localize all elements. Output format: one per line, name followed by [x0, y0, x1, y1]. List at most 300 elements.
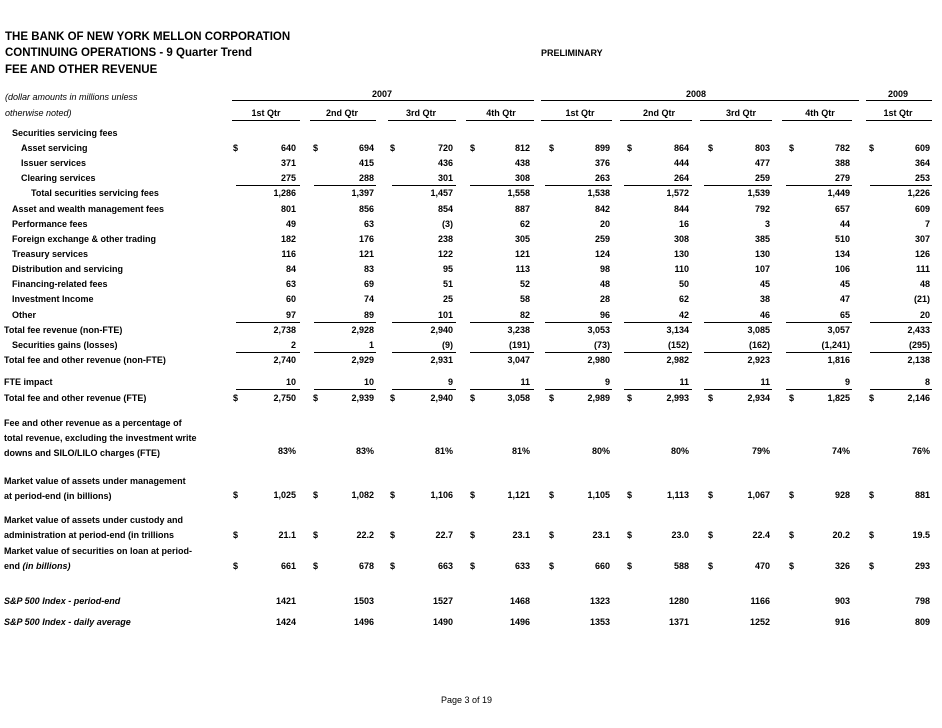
row-label: Foreign exchange & other trading [12, 234, 157, 244]
cell-value: 854 [437, 204, 453, 214]
cell-value: (1,241) [821, 340, 850, 350]
row-label: Financing-related fees [12, 279, 108, 289]
currency-symbol: $ [627, 561, 633, 571]
cell-value: 609 [914, 204, 930, 214]
cell-value: 84 [285, 264, 296, 274]
subtotal-rule [314, 322, 376, 323]
cell-value: 1,572 [666, 188, 689, 198]
currency-symbol: $ [708, 561, 714, 571]
cell-value: 20 [919, 310, 930, 320]
cell-value: 2,433 [907, 325, 930, 335]
cell-value: 58 [519, 294, 530, 304]
cell-value: 792 [754, 204, 770, 214]
cell-value: 3,085 [747, 325, 770, 335]
cell-value: 3,134 [666, 325, 689, 335]
row-label: S&P 500 Index - period-end [4, 596, 121, 606]
currency-symbol: $ [390, 530, 396, 540]
cell-value: 81% [434, 446, 453, 456]
cell-value: 50 [678, 279, 689, 289]
currency-symbol: $ [708, 530, 714, 540]
cell-value: 1,449 [827, 188, 850, 198]
cell-value: 1166 [750, 596, 770, 606]
cell-value: (21) [913, 294, 930, 304]
cell-value: 1496 [353, 617, 374, 627]
row-label [4, 561, 71, 571]
cell-value: 81% [511, 446, 530, 456]
year-2009: 2009 [888, 89, 909, 99]
currency-symbol: $ [869, 530, 875, 540]
subtotal-rule [704, 352, 772, 353]
cell-value: 48 [919, 279, 930, 289]
cell-value: 1280 [668, 596, 689, 606]
cell-value: 259 [754, 173, 770, 183]
row-label: at period-end (in billions) [4, 491, 112, 501]
cell-value: 259 [594, 234, 610, 244]
subtotal-rule [470, 185, 534, 186]
currency-symbol: $ [549, 393, 555, 403]
currency-symbol: $ [789, 530, 795, 540]
cell-value: (295) [908, 340, 930, 350]
cell-value: 83% [277, 446, 296, 456]
row-label: Total fee revenue (non-FTE) [4, 325, 123, 335]
row-label-unit: (in billions) [22, 561, 71, 571]
currency-symbol: $ [313, 530, 319, 540]
cell-value: 28 [599, 294, 610, 304]
cell-value: 2,934 [747, 393, 770, 403]
cell-value: 107 [754, 264, 770, 274]
row-label: Performance fees [12, 219, 88, 229]
cell-value: 46 [759, 310, 770, 320]
cell-value: 388 [834, 158, 850, 168]
cell-value: 1323 [589, 596, 610, 606]
cell-value: 657 [834, 204, 850, 214]
cell-value: 1,457 [430, 188, 453, 198]
subtotal-rule [624, 389, 692, 390]
cell-value: 2,929 [351, 355, 374, 365]
cell-value: 62 [678, 294, 689, 304]
row-label: Asset and wealth management fees [12, 204, 165, 214]
cell-value: (9) [442, 340, 453, 350]
subtotal-rule [236, 389, 300, 390]
cell-value: 110 [674, 264, 689, 274]
cell-value: 2,750 [273, 393, 296, 403]
quarter-header-rule [388, 120, 456, 121]
cell-value: 182 [280, 234, 296, 244]
cell-value: 899 [594, 143, 610, 153]
cell-value: 22.7 [435, 530, 453, 540]
cell-value: 82 [519, 310, 530, 320]
currency-symbol: $ [390, 490, 396, 500]
cell-value: 2,940 [430, 325, 453, 335]
cell-value: 47 [839, 294, 850, 304]
quarter-header: 3rd Qtr [405, 108, 436, 118]
currency-symbol: $ [627, 143, 633, 153]
cell-value: 96 [599, 310, 610, 320]
cell-value: 89 [363, 310, 374, 320]
currency-symbol: $ [313, 490, 319, 500]
cell-value: 279 [834, 173, 850, 183]
cell-value: 385 [754, 234, 770, 244]
row-label: total revenue, excluding the investment write [4, 433, 197, 443]
subtotal-rule [314, 185, 376, 186]
cell-value: 264 [673, 173, 689, 183]
page-number: Page 3 of 19 [441, 695, 493, 705]
cell-value: 38 [759, 294, 770, 304]
currency-symbol: $ [233, 561, 239, 571]
cell-value: 124 [594, 249, 610, 259]
cell-value: 113 [515, 264, 530, 274]
subtotal-rule [870, 322, 932, 323]
subtotal-rule [704, 389, 772, 390]
subtotal-rule [545, 352, 612, 353]
cell-value: 51 [442, 279, 453, 289]
cell-value: 130 [673, 249, 689, 259]
cell-value: 22.2 [356, 530, 374, 540]
cell-value: (3) [442, 219, 453, 229]
cell-value: 371 [280, 158, 296, 168]
cell-value: 308 [514, 173, 530, 183]
cell-value: 864 [673, 143, 689, 153]
currency-symbol: $ [313, 561, 319, 571]
row-label: Total fee and other revenue (non-FTE) [4, 355, 166, 365]
cell-value: 20.2 [832, 530, 850, 540]
currency-symbol: $ [789, 143, 795, 153]
cell-value: 1,121 [507, 490, 530, 500]
subtotal-rule [545, 322, 612, 323]
cell-value: 301 [437, 173, 453, 183]
subtotal-rule [870, 185, 932, 186]
cell-value: 8 [924, 377, 930, 387]
currency-symbol: $ [627, 530, 633, 540]
report-title: THE BANK OF NEW YORK MELLON CORPORATION [5, 31, 291, 43]
currency-symbol: $ [233, 490, 239, 500]
cell-value: 9 [604, 377, 610, 387]
cell-value: 308 [673, 234, 689, 244]
cell-value: 97 [285, 310, 296, 320]
cell-value: 98 [599, 264, 610, 274]
cell-value: 9 [447, 377, 453, 387]
cell-value: 3,238 [507, 325, 530, 335]
currency-symbol: $ [549, 490, 555, 500]
subtotal-rule [545, 389, 612, 390]
subtotal-rule [236, 185, 300, 186]
cell-value: 63 [285, 279, 296, 289]
subtotal-rule [470, 322, 534, 323]
quarter-header-rule [541, 120, 612, 121]
cell-value: 660 [594, 561, 610, 571]
row-label: administration at period-end (in trillions [4, 530, 175, 540]
subtotal-rule [470, 389, 534, 390]
cell-value: 76% [911, 446, 930, 456]
cell-value: 16 [678, 219, 689, 229]
subtotal-rule [870, 389, 932, 390]
cell-value: 376 [594, 158, 610, 168]
quarter-header: 3rd Qtr [725, 108, 756, 118]
cell-value: 1,067 [747, 490, 770, 500]
currency-symbol: $ [233, 393, 239, 403]
cell-value: 588 [673, 561, 689, 571]
cell-value: 63 [363, 219, 374, 229]
row-label: Treasury services [12, 249, 89, 259]
cell-value: 1252 [749, 617, 770, 627]
row-label: Market value of assets under custody and [4, 515, 184, 525]
row-label: Total securities servicing fees [31, 188, 159, 198]
cell-value: 438 [514, 158, 530, 168]
currency-symbol: $ [869, 561, 875, 571]
cell-value: 887 [514, 204, 530, 214]
subtotal-rule [786, 352, 852, 353]
subtotal-rule [392, 322, 456, 323]
cell-value: (191) [508, 340, 530, 350]
currency-symbol: $ [549, 530, 555, 540]
cell-value: 661 [280, 561, 296, 571]
cell-value: 798 [914, 596, 930, 606]
cell-value: 45 [839, 279, 850, 289]
cell-value: 2,931 [430, 355, 453, 365]
cell-value: 844 [673, 204, 689, 214]
cell-value: 803 [754, 143, 770, 153]
quarter-header-rule [782, 120, 852, 121]
currency-symbol: $ [708, 393, 714, 403]
currency-symbol: $ [233, 143, 239, 153]
quarter-header-rule [232, 120, 300, 121]
cell-value: 2,138 [907, 355, 930, 365]
cell-value: 23.1 [592, 530, 610, 540]
cell-value: 3 [764, 219, 770, 229]
row-label: Issuer services [21, 158, 87, 168]
currency-symbol: $ [313, 143, 319, 153]
subtotal-rule [704, 185, 772, 186]
cell-value: 2,738 [273, 325, 296, 335]
cell-value: 2,939 [351, 393, 374, 403]
cell-value: 2,923 [747, 355, 770, 365]
cell-value: 19.5 [912, 530, 930, 540]
cell-value: 11 [520, 377, 530, 387]
cell-value: 176 [358, 234, 374, 244]
year-2007: 2007 [372, 89, 393, 99]
cell-value: 20 [599, 219, 610, 229]
year-2008: 2008 [686, 89, 707, 99]
cell-value: 95 [442, 264, 453, 274]
currency-symbol: $ [549, 561, 555, 571]
currency-symbol: $ [627, 393, 633, 403]
quarter-header: 2nd Qtr [642, 108, 675, 118]
cell-value: 106 [834, 264, 850, 274]
currency-symbol: $ [789, 561, 795, 571]
cell-value: 2,740 [273, 355, 296, 365]
cell-value: 275 [280, 173, 296, 183]
row-label: Market value of assets under management [4, 476, 186, 486]
cell-value: 80% [591, 446, 610, 456]
cell-value: 3,058 [507, 393, 530, 403]
row-label: Clearing services [21, 173, 96, 183]
row-label: Securities servicing fees [12, 128, 118, 138]
cell-value: 2,993 [666, 393, 689, 403]
cell-value: 1,025 [273, 490, 296, 500]
cell-value: 44 [839, 219, 850, 229]
quarter-header-rule [466, 120, 534, 121]
quarter-header: 1st Qtr [565, 108, 595, 118]
cell-value: (162) [748, 340, 770, 350]
currency-symbol: $ [233, 530, 239, 540]
cell-value: 121 [358, 249, 374, 259]
cell-value: 470 [754, 561, 770, 571]
cell-value: 1527 [432, 596, 453, 606]
quarter-header-rule [700, 120, 772, 121]
quarter-header: 1st Qtr [883, 108, 913, 118]
cell-value: 1468 [509, 596, 530, 606]
subtotal-rule [624, 352, 692, 353]
cell-value: 364 [914, 158, 930, 168]
row-label: Securities gains (losses) [12, 340, 118, 350]
year-2009-rule [866, 100, 932, 101]
cell-value: 2,989 [587, 393, 610, 403]
quarter-header: 4th Qtr [805, 108, 835, 118]
cell-value: 79% [751, 446, 770, 456]
cell-value: 2,980 [587, 355, 610, 365]
cell-value: 903 [834, 596, 850, 606]
cell-value: (152) [667, 340, 689, 350]
subtotal-rule [236, 352, 300, 353]
subtotal-rule [545, 185, 612, 186]
cell-value: 101 [437, 310, 453, 320]
cell-value: 49 [285, 219, 296, 229]
cell-value: 640 [280, 143, 296, 153]
cell-value: 2,982 [666, 355, 689, 365]
currency-symbol: $ [869, 490, 875, 500]
cell-value: 48 [599, 279, 610, 289]
cell-value: 678 [358, 561, 374, 571]
subtotal-rule [786, 389, 852, 390]
cell-value: 42 [678, 310, 689, 320]
cell-value: 126 [914, 249, 930, 259]
cell-value: 1,558 [507, 188, 530, 198]
cell-value: 1 [368, 340, 374, 350]
cell-value: 21.1 [278, 530, 296, 540]
subtotal-rule [470, 352, 534, 353]
cell-value: 326 [834, 561, 850, 571]
subtotal-rule [392, 389, 456, 390]
subtotal-rule [314, 389, 376, 390]
subtotal-rule [624, 185, 692, 186]
preliminary-label: PRELIMINARY [541, 48, 603, 58]
cell-value: 1490 [432, 617, 453, 627]
cell-value: 1,397 [351, 188, 374, 198]
cell-value: 7 [924, 219, 930, 229]
cell-value: 663 [437, 561, 453, 571]
subtotal-rule [704, 322, 772, 323]
cell-value: 436 [437, 158, 453, 168]
currency-symbol: $ [789, 490, 795, 500]
cell-value: 1,226 [907, 188, 930, 198]
cell-value: 80% [670, 446, 689, 456]
currency-symbol: $ [470, 490, 476, 500]
cell-value: 801 [280, 204, 296, 214]
cell-value: 856 [358, 204, 374, 214]
cell-value: 52 [519, 279, 530, 289]
quarter-header-rule [620, 120, 692, 121]
cell-value: 510 [834, 234, 850, 244]
cell-value: 1,825 [827, 393, 850, 403]
row-label: Asset servicing [21, 143, 88, 153]
subtotal-rule [236, 322, 300, 323]
currency-symbol: $ [470, 143, 476, 153]
cell-value: 477 [754, 158, 770, 168]
cell-value: 111 [915, 264, 930, 274]
quarter-header-rule [866, 120, 932, 121]
cell-value: 23.1 [512, 530, 530, 540]
cell-value: 782 [834, 143, 850, 153]
cell-value: (73) [593, 340, 610, 350]
cell-value: 2,146 [907, 393, 930, 403]
currency-symbol: $ [470, 530, 476, 540]
cell-value: 65 [839, 310, 850, 320]
row-label-part: end [4, 561, 23, 571]
subtotal-rule [870, 352, 932, 353]
cell-value: 130 [754, 249, 770, 259]
currency-symbol: $ [708, 490, 714, 500]
row-label: Total fee and other revenue (FTE) [4, 393, 147, 403]
cell-value: 10 [285, 377, 296, 387]
cell-value: 62 [519, 219, 530, 229]
cell-value: 288 [358, 173, 374, 183]
subtotal-rule [392, 185, 456, 186]
subtotal-rule [624, 322, 692, 323]
currency-symbol: $ [390, 393, 396, 403]
cell-value: 3,053 [587, 325, 610, 335]
cell-value: 2,940 [430, 393, 453, 403]
cell-value: 1503 [353, 596, 374, 606]
cell-value: 1,082 [351, 490, 374, 500]
currency-symbol: $ [470, 393, 476, 403]
cell-value: 2 [290, 340, 296, 350]
cell-value: 134 [834, 249, 850, 259]
currency-symbol: $ [390, 143, 396, 153]
currency-symbol: $ [869, 393, 875, 403]
cell-value: 74% [831, 446, 850, 456]
cell-value: 11 [679, 377, 689, 387]
row-label: Fee and other revenue as a percentage of [4, 418, 182, 428]
cell-value: 812 [514, 143, 530, 153]
units-note-line1: (dollar amounts in millions unless [5, 92, 138, 102]
subtotal-rule [314, 352, 376, 353]
cell-value: 842 [594, 204, 610, 214]
row-label: downs and SILO/LILO charges (FTE) [4, 448, 161, 458]
subtotal-rule [392, 352, 456, 353]
cell-value: 1496 [509, 617, 530, 627]
cell-value: 83 [363, 264, 374, 274]
currency-symbol: $ [549, 143, 555, 153]
cell-value: 69 [363, 279, 374, 289]
cell-value: 1,286 [273, 188, 296, 198]
quarter-header-rule [310, 120, 376, 121]
year-2008-rule [541, 100, 859, 101]
currency-symbol: $ [313, 393, 319, 403]
cell-value: 633 [514, 561, 530, 571]
cell-value: 1353 [589, 617, 610, 627]
cell-value: 253 [914, 173, 930, 183]
cell-value: 25 [442, 294, 453, 304]
cell-value: 305 [514, 234, 530, 244]
cell-value: 121 [514, 249, 530, 259]
cell-value: 3,057 [827, 325, 850, 335]
cell-value: 11 [760, 377, 770, 387]
cell-value: 2,928 [351, 325, 374, 335]
currency-symbol: $ [708, 143, 714, 153]
cell-value: 916 [834, 617, 850, 627]
cell-value: 809 [914, 617, 930, 627]
cell-value: 293 [914, 561, 930, 571]
